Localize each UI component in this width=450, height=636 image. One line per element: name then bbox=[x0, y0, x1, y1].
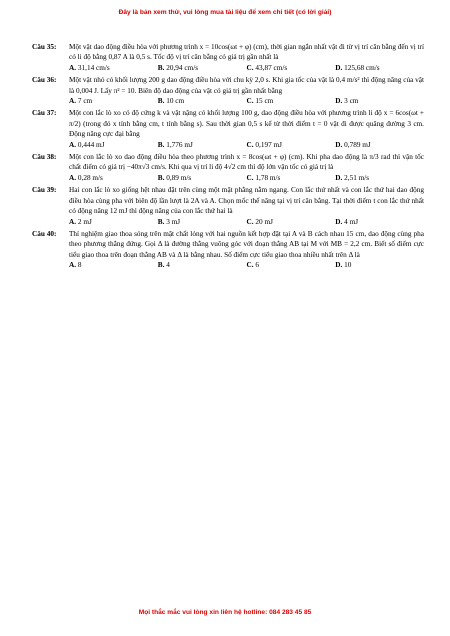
question-number: Câu 35: bbox=[32, 43, 57, 51]
answer-options bbox=[69, 217, 424, 227]
question-stem: Thí nghiệm giao thoa sóng trên mặt chất lỏng với hai nguồn kết hợp đặt tại A và B cách nhau 15 cm, dao động cùng pha theo phương thẳng đứng. Gọi Δ là đường thẳng vuông góc với đoạn thẳng AB tại M với MB = 2,2 cm. Biết số điểm cực tiểu giao thoa trên đoạn thẳng AB và Δ là bằng nhau. Số điểm cực tiểu giao thoa nhiều nhất trên Δ là bbox=[69, 229, 424, 259]
option-b: B. 0,89 m/s bbox=[157, 173, 192, 182]
question-stem: Hai con lắc lò xo giống hệt nhau đặt trên cùng một mặt phẳng nằm ngang. Con lắc thứ nhất và con lắc thứ hai dao động điều hòa cùng pha với biên độ lần lượt là 2A và A. Chọn mốc thế năng tại vị trí cân bằng. Tại thời điểm t con lắc thứ nhất có động năng 12 mJ thì động năng của con lắc thứ hai là bbox=[69, 186, 424, 216]
option-c: C. 20 mJ bbox=[246, 217, 273, 226]
hotline-footer: Mọi thắc mắc vui lòng xin liên hệ hotline: 084 283 45 85 bbox=[138, 609, 312, 616]
question-36 bbox=[32, 75, 424, 106]
option-c: C. 15 cm bbox=[246, 97, 274, 106]
option-b: B. 3 mJ bbox=[157, 217, 181, 226]
question-number: Câu 38: bbox=[32, 153, 57, 162]
question-number: Câu 40: bbox=[32, 229, 57, 238]
option-b: B. 10 cm bbox=[157, 97, 185, 106]
question-stem: Một vật nhỏ có khối lượng 200 g dao động điều hòa với chu kỳ 2,0 s. Khi gia tốc của vật là 0,4 m/s² thì động năng của vật là 0,004 J. Lấy π² = 10. Biên độ dao động của vật có giá trị gần nhất bằng bbox=[69, 76, 424, 95]
option-a: A. 2 mJ bbox=[69, 217, 92, 226]
option-a: A. 8 bbox=[69, 261, 82, 270]
question-37 bbox=[32, 108, 424, 150]
question-number: Câu 37: bbox=[32, 109, 57, 118]
option-d: D. 4 mJ bbox=[335, 217, 359, 226]
option-a: A. 31,14 cm/s bbox=[69, 63, 110, 72]
option-d: D. 0,789 mJ bbox=[335, 140, 371, 149]
option-c: C. 43,87 cm/s bbox=[246, 63, 288, 72]
answer-options bbox=[69, 96, 424, 106]
question-stem: Một con lắc lò xo có độ cứng k và vật nặng có khối lượng 100 g, dao động điều hòa với phương trình li độ x = 6cos(ωt + π/2) (trong đó x tính bằng cm, t tính bằng s). Sau thời gian 0,5 s kể từ thời điểm t = 0 vật đi được quãng đường 3 cm. Động năng cực đại bằng bbox=[69, 109, 424, 139]
preview-banner: Đây là bản xem thử, vui lòng mua tài liệu để xem chi tiết (có lời giải) bbox=[118, 9, 332, 16]
option-b: B. 20,94 cm/s bbox=[157, 63, 199, 72]
option-d: D. 10 bbox=[335, 261, 352, 270]
option-c: C. 1,78 m/s bbox=[246, 173, 281, 182]
option-b: B. 4 bbox=[157, 261, 170, 270]
option-c: C. 0,197 mJ bbox=[246, 140, 282, 149]
answer-options bbox=[69, 140, 424, 150]
option-a: A. 0,444 mJ bbox=[69, 140, 105, 149]
question-35 bbox=[32, 42, 424, 73]
option-c: C. 6 bbox=[246, 261, 259, 270]
question-38 bbox=[32, 152, 424, 183]
option-b: B. 1,776 mJ bbox=[157, 140, 193, 149]
question-number: Câu 39: bbox=[32, 186, 57, 195]
option-d: D. 125,68 cm/s bbox=[335, 63, 380, 72]
question-list bbox=[32, 42, 424, 273]
option-a: A. 7 cm bbox=[69, 97, 93, 106]
answer-options bbox=[69, 173, 424, 183]
question-stem: Một vật dao động điều hòa với phương trình x = 10cos(ωt + φ) (cm), thời gian ngắn nhất vật đi từ vị trí cân bằng đến vị trí có li độ bằng 0,87 A là 0,5 s. Tốc độ vị trí cân bằng có giá trị gần nhất là bbox=[69, 43, 424, 62]
question-number: Câu 36: bbox=[32, 76, 57, 85]
question-39 bbox=[32, 185, 424, 227]
answer-options bbox=[69, 260, 424, 270]
option-d: D. 2,51 m/s bbox=[335, 173, 370, 182]
option-d: D. 3 cm bbox=[335, 97, 359, 106]
question-stem: Một con lắc lò xo dao động điều hòa theo phương trình x = 8cos(ωt + φ) (cm). Khi pha dao động là π/3 rad thì vận tốc chất điểm có giá trị −40π√3 cm/s. Khi qua vị trí li độ 4√2 cm thì độ lớn vận tốc có giá trị là bbox=[69, 153, 424, 172]
question-40 bbox=[32, 229, 424, 271]
option-a: A. 0,28 m/s bbox=[69, 173, 103, 182]
answer-options bbox=[69, 63, 424, 73]
